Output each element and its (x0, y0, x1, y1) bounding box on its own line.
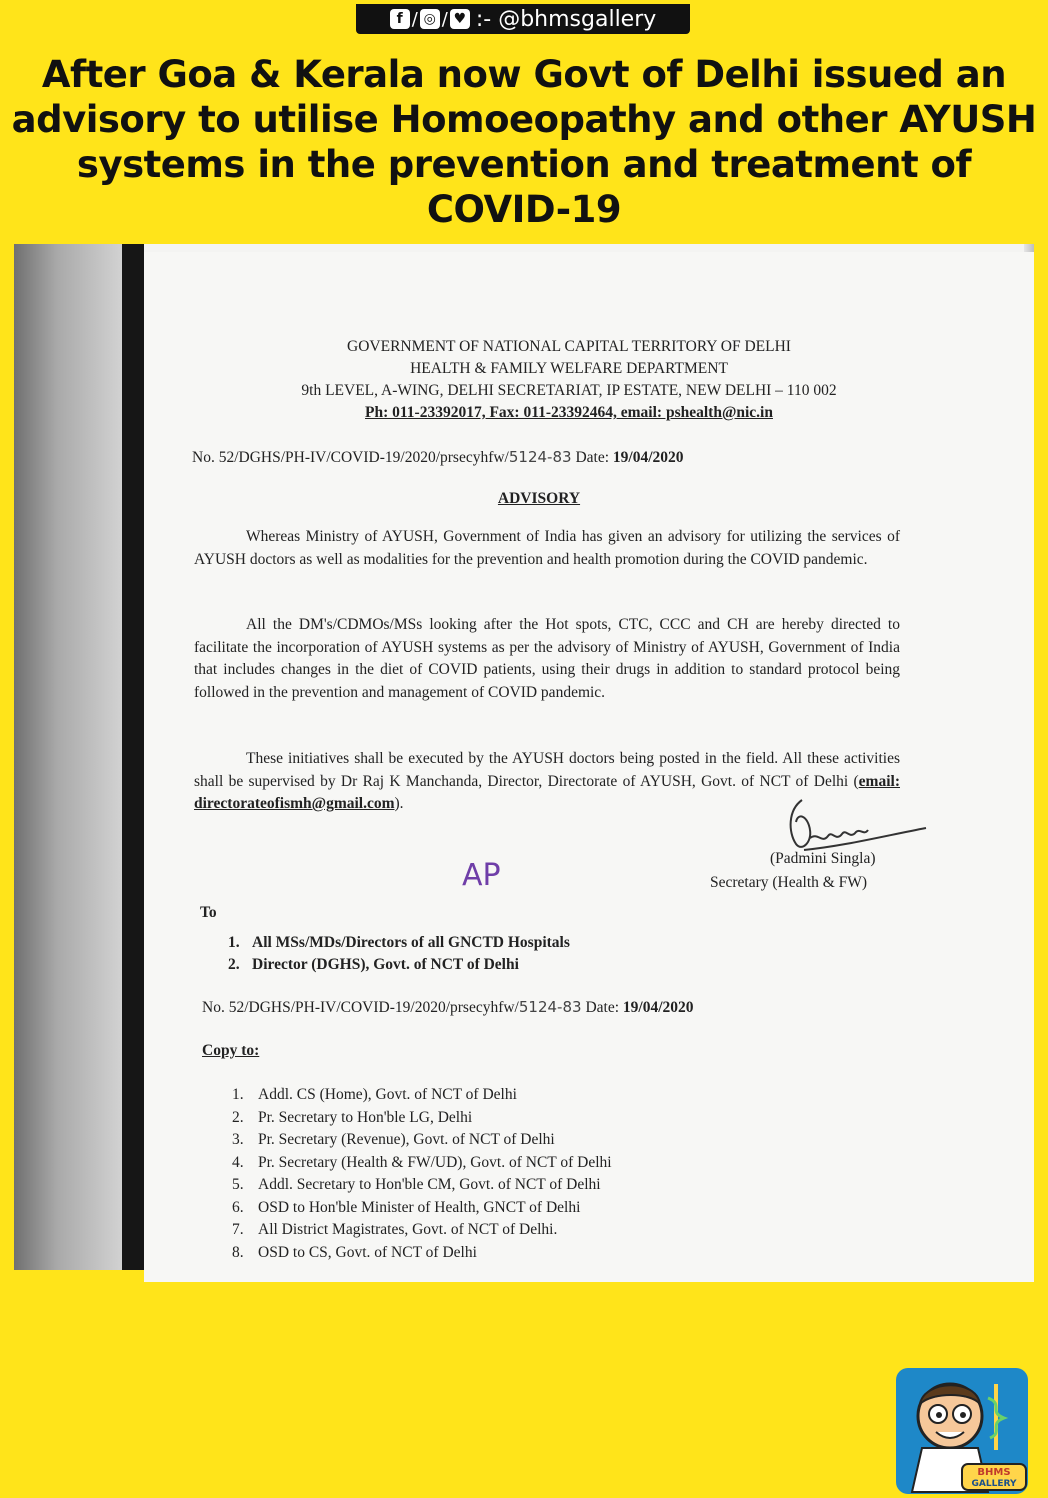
handwritten-number: 5124-83 (508, 448, 572, 466)
letterhead-line: GOVERNMENT OF NATIONAL CAPITAL TERRITORY OF DELHI (347, 338, 791, 355)
date-value: 19/04/2020 (622, 999, 694, 1016)
list-number: 6. (232, 1198, 244, 1216)
list-text: All District Magistrates, Govt. of NCT of Delhi. (258, 1221, 558, 1238)
separator: / (441, 8, 448, 30)
advisory-letter (144, 252, 1034, 1282)
copy-to-item (232, 1242, 612, 1265)
date-label: Date: (575, 449, 610, 466)
list-number: 7. (232, 1221, 244, 1238)
bhms-gallery-mascot-logo (892, 1364, 1032, 1498)
handwritten-number: 5124-83 (518, 998, 582, 1016)
stamp-initials: AP (462, 858, 501, 893)
social-icons (390, 9, 470, 30)
date-label: Date: (585, 999, 620, 1016)
recipient-item (228, 954, 570, 976)
recipient-item (228, 932, 570, 954)
list-text: OSD to CS, Govt. of NCT of Delhi (258, 1243, 477, 1261)
instagram-icon: ◎ (420, 9, 440, 29)
headline-line: advisory to utilise Homoeopathy and other AYUSH (11, 98, 1037, 141)
letterhead-line: HEALTH & FAMILY WELFARE DEPARTMENT (410, 360, 728, 377)
social-handle-banner (356, 4, 690, 34)
list-text: Director (DGHS), Govt. of NCT of Delhi (252, 956, 519, 973)
copy-to-label: Copy to: (202, 1042, 260, 1059)
letterhead-contact: Ph: 011-23392017, Fax: 011-23392464, email: pshealth@nic.in (365, 404, 773, 421)
binder-edge (122, 244, 144, 1270)
list-text: Pr. Secretary to Hon'ble LG, Delhi (258, 1108, 473, 1126)
to-label: To (200, 904, 217, 921)
reference-number-bottom (202, 998, 694, 1017)
list-number: 2. (228, 956, 240, 973)
list-number: 3. (232, 1131, 244, 1148)
list-text: Pr. Secretary (Revenue), Govt. of NCT of Delhi (258, 1131, 555, 1148)
copy-to-item (232, 1129, 612, 1152)
list-text: Addl. CS (Home), Govt. of NCT of Delhi (258, 1086, 517, 1103)
headline-line: systems in the prevention and treatment of (76, 143, 972, 186)
letterhead-line: 9th LEVEL, A-WING, DELHI SECRETARIAT, IP ESTATE, NEW DELHI – 110 002 (301, 382, 837, 399)
headline-line: After Goa & Kerala now Govt of Delhi issued an (41, 53, 1007, 96)
reference-text: No. 52/DGHS/PH-IV/COVID-19/2020/prsecyhfw/ (202, 999, 519, 1016)
copy-to-item (232, 1219, 612, 1242)
logo-text: BHMS (977, 1467, 1011, 1478)
paragraph: All the DM's/CDMOs/MSs looking after the Hot spots, CTC, CCC and CH are hereby directed to facilitate the incorporation of AYUSH systems as per the advisory of Ministry of AYUSH, Government of India that includes changes in the diet of COVID patients, using their drugs in addition to standard protocol being followed in the prevention and management of COVID pandemic. (194, 616, 900, 701)
list-number: 5. (232, 1176, 244, 1193)
paragraph-text: ). (394, 795, 404, 812)
list-text: Pr. Secretary (Health & FW/UD), Govt. of NCT of Delhi (258, 1153, 612, 1171)
twitter-icon: ♥ (450, 9, 470, 29)
copy-to-item (232, 1174, 612, 1197)
facebook-icon: f (390, 9, 410, 29)
list-text: Addl. Secretary to Hon'ble CM, Govt. of NCT of Delhi (258, 1176, 601, 1193)
paragraph: Whereas Ministry of AYUSH, Government of India has given an advisory for utilizing the services of AYUSH doctors as well as modalities for the prevention and health promotion during the COVID pandemic. (194, 528, 900, 568)
signatory-name: (Padmini Singla) (770, 850, 876, 867)
signatory-role: Secretary (Health & FW) (710, 874, 868, 891)
separator: / (411, 8, 418, 30)
copy-to-item (232, 1197, 612, 1220)
advisory-title: ADVISORY (497, 490, 581, 507)
copy-to-item (232, 1107, 612, 1130)
list-text: OSD to Hon'ble Minister of Health, GNCT of Delhi (258, 1198, 581, 1216)
email-link[interactable]: email: directorateofismh@gmail.com (194, 772, 900, 812)
date-value: 19/04/2020 (612, 449, 684, 466)
logo-text: GALLERY (971, 1479, 1017, 1489)
reference-text: No. 52/DGHS/PH-IV/COVID-19/2020/prsecyhfw/ (192, 449, 509, 466)
list-text: All MSs/MDs/Directors of all GNCTD Hospitals (252, 934, 570, 951)
list-number: 2. (232, 1108, 244, 1126)
list-number: 8. (232, 1243, 244, 1261)
headline-line: COVID-19 (426, 188, 622, 231)
paragraph-text: These initiatives shall be executed by the AYUSH doctors being posted in the field. All these activities shall be supervised by Dr Raj K Manchanda, Director, Directorate of AYUSH, Govt. of NCT of Delhi ( (194, 750, 900, 790)
recipient-list (228, 932, 570, 976)
handle-text: :- @bhmsgallery (475, 6, 657, 32)
list-number: 1. (232, 1086, 244, 1103)
copy-to-item (232, 1152, 612, 1175)
list-number: 4. (232, 1153, 244, 1171)
copy-to-list (232, 1084, 612, 1264)
photo-shadow (14, 244, 122, 1270)
list-number: 1. (228, 934, 240, 951)
copy-to-item (232, 1084, 612, 1107)
reference-number-top (192, 448, 684, 467)
document-photo (14, 244, 1034, 1489)
headline (0, 52, 1048, 232)
